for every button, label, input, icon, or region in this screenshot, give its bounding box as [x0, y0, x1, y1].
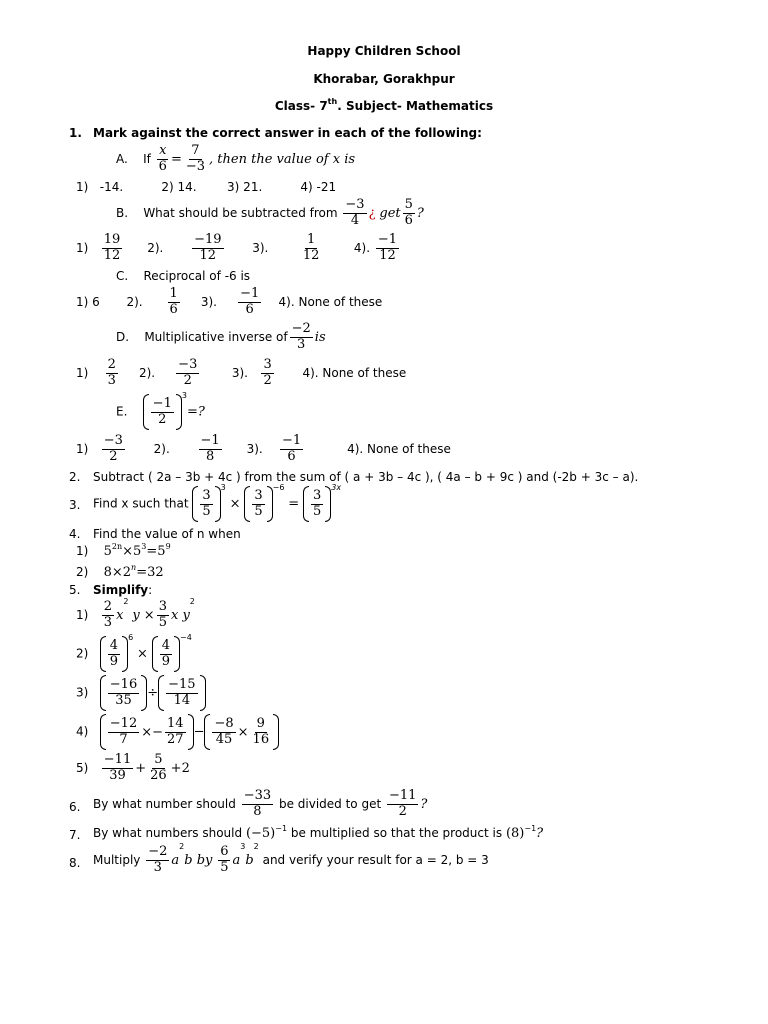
q8-frac2 [218, 845, 230, 876]
q6-frac1 [242, 789, 273, 820]
num: −3 [103, 433, 123, 448]
num: 4 [109, 637, 119, 653]
q5-p4-op2: − [193, 724, 205, 740]
q1d-frac [290, 322, 313, 353]
q7-number: 7. [69, 828, 81, 842]
q5-p2-times: × [136, 646, 148, 662]
q8-number: 8. [69, 856, 81, 870]
q1b-o1: 1) [76, 240, 89, 255]
q1c-question [116, 270, 250, 282]
q1d-o2: 2). [138, 365, 156, 380]
q1d-text: Multiplicative inverse of [144, 329, 288, 344]
num: 19 [103, 232, 121, 247]
q5-p4-op1: ×− [141, 724, 164, 740]
q1e-options [76, 434, 451, 465]
q8-m2: b by [184, 852, 213, 868]
q3-eq: = [288, 496, 300, 512]
num: −2 [148, 844, 168, 859]
den: 6 [158, 158, 167, 174]
num: 3 [312, 487, 322, 503]
den: 2 [158, 411, 167, 427]
q1b-o2: 2). [147, 240, 164, 255]
q5-p2-e1: 6 [128, 633, 134, 642]
exp2: 3 [141, 542, 147, 551]
q1d-label: D. [116, 329, 130, 344]
q7-e2: −1 [524, 824, 537, 833]
q1d-o3: 3). [231, 365, 248, 380]
den: 12 [199, 247, 217, 263]
q1e-paren [143, 394, 182, 430]
q7-m1: (−5) [245, 826, 276, 841]
den: 8 [205, 448, 215, 464]
q5-p3-frac2 [166, 678, 197, 709]
q1b-question [116, 198, 424, 229]
q5-p5-tail: +2 [170, 760, 190, 776]
q1c-o3: 3). [200, 294, 217, 309]
class-suffix: th [327, 97, 338, 106]
a: 8×2 [103, 565, 132, 580]
q1d-options [76, 358, 406, 389]
q3-text: Find x such that [93, 496, 189, 511]
num: 2 [107, 357, 116, 372]
left-paren [204, 714, 210, 750]
q1a-options: 1) -14. 2) 14. 3) 21. 4) -21 [76, 180, 337, 194]
q5-p4-op3: × [237, 724, 249, 740]
q5-part5 [76, 753, 190, 784]
q1e-exp: 3 [181, 391, 187, 400]
q5-p2-frac1 [108, 639, 120, 670]
q3-paren1 [192, 486, 220, 522]
q1d-is: is [314, 329, 326, 345]
den: 27 [167, 731, 184, 747]
q5-p1-frac2 [157, 600, 169, 631]
q6-a: By what number should [93, 796, 236, 811]
q1a-label: A. [116, 151, 128, 166]
q5-p1-frac1 [102, 600, 114, 631]
den: 3 [107, 372, 116, 388]
q7-m2: (8) [505, 826, 525, 841]
q5-text: Simplify: [93, 583, 153, 597]
subject: . Subject- Mathematics [337, 99, 494, 113]
num: 6 [220, 844, 229, 859]
num: −8 [214, 715, 234, 731]
q1d-o1-frac [106, 358, 118, 389]
q1b-o3: 3). [252, 240, 269, 255]
q1e-o3-frac [280, 434, 303, 465]
q1b-text: What should be subtracted from [143, 205, 338, 220]
q8-frac1 [146, 845, 169, 876]
q6-number: 6. [69, 800, 81, 814]
q5-p3-paren2 [158, 675, 205, 711]
den: 6 [245, 301, 254, 317]
base: 5 [103, 544, 112, 559]
right-paren [215, 486, 221, 522]
right-paren [273, 714, 279, 750]
num: −33 [243, 788, 272, 803]
q3-number: 3. [69, 498, 81, 512]
q5-p4-frac3 [212, 717, 235, 748]
num: 9 [256, 715, 265, 731]
q5-p3-frac1 [108, 678, 139, 709]
q6-b: be divided to get [278, 796, 382, 811]
den: 5 [158, 614, 167, 630]
q3-exp3: 3x [331, 483, 342, 492]
left-paren [152, 636, 158, 672]
q3-times: × [229, 496, 241, 512]
exp3: 9 [165, 542, 171, 551]
num: 3 [202, 487, 211, 503]
den: 9 [109, 653, 119, 669]
left-paren [303, 486, 309, 522]
q4-p2-expr [104, 565, 164, 580]
num: 2 [103, 599, 113, 614]
q6-q: ? [420, 796, 428, 812]
q7-text [93, 824, 544, 841]
q5-p2-label: 2) [76, 646, 89, 661]
num: 5 [404, 197, 413, 212]
den: 14 [173, 692, 191, 708]
class-prefix: Class- 7 [274, 99, 328, 113]
q3-exp1: 3 [220, 483, 226, 492]
q1b-q: ? [416, 205, 424, 221]
q4-p1-label: 1) [76, 544, 89, 558]
num: 7 [191, 143, 200, 158]
left-paren [100, 636, 106, 672]
q5-p1-e2: 2 [189, 597, 195, 606]
q1c-options [76, 287, 382, 318]
q5-p2-frac2 [160, 639, 172, 670]
num: 5 [154, 752, 163, 767]
q5-p1-y: y × [132, 607, 155, 623]
q1a-question [116, 144, 355, 175]
q2-text: Subtract ( 2a – 3b + 4c ) from the sum of ( a + 3b – 4c ), ( 4a – b + 9c ) and (-2b + 3c – a). [93, 470, 639, 484]
q5-p2-paren1 [100, 636, 128, 672]
q5-p5-op: + [135, 760, 147, 776]
q1d-question [116, 322, 326, 353]
q8-e1: 2 [179, 842, 185, 851]
q5-part3 [76, 675, 206, 711]
mid: ×5 [122, 544, 142, 559]
q5-p5-frac1 [102, 753, 133, 784]
q4-number: 4. [69, 527, 81, 541]
q1b-frac2 [403, 198, 415, 229]
school-name: Happy Children School [307, 44, 461, 58]
num: −2 [291, 321, 311, 336]
q3-exp2: −6 [272, 483, 285, 492]
q5-p1-x: x [116, 607, 124, 623]
q1b-o2-frac [192, 233, 223, 264]
den: 12 [302, 247, 320, 263]
q4-p2-label: 2) [76, 565, 89, 579]
num: 3 [263, 357, 272, 372]
num: −1 [240, 286, 260, 301]
num: 3 [158, 599, 167, 614]
den: 5 [312, 503, 322, 519]
q4-part2 [76, 563, 164, 580]
q1b-o1-frac [102, 233, 123, 264]
q1e-question [116, 391, 205, 430]
left-paren [192, 486, 198, 522]
q1c-o2: 2). [126, 294, 143, 309]
num: −3 [178, 357, 198, 372]
exp: n [131, 563, 137, 572]
q5-p4-label: 4) [76, 724, 89, 739]
q1a-if: If [143, 151, 151, 166]
q5-p1-e1: 2 [123, 597, 129, 606]
q1d-o3-frac [261, 358, 273, 389]
left-paren [143, 394, 149, 430]
q8-m1: a [171, 852, 180, 868]
den: 3 [103, 614, 113, 630]
b: =32 [136, 565, 164, 580]
q1b-label: B. [116, 205, 129, 220]
q1a-frac-x6 [157, 144, 169, 175]
den: 8 [253, 803, 262, 819]
q5-p1-xy: x y [170, 607, 190, 623]
den: 2 [398, 803, 407, 819]
q1e-o1: 1) [76, 441, 89, 456]
q5-p5-frac2 [148, 753, 169, 784]
den: 5 [202, 503, 211, 519]
q1c-label: C. [116, 269, 129, 283]
q1-number: 1. [69, 126, 82, 140]
q5-p3-op: ÷ [147, 685, 159, 701]
q1b-o4-frac [376, 233, 399, 264]
q8-m4: b [245, 852, 254, 868]
den: 4 [350, 212, 360, 228]
den: 12 [379, 247, 396, 263]
q5-p5-label: 5) [76, 760, 89, 775]
q3-paren2 [244, 486, 272, 522]
num: −3 [345, 197, 365, 212]
den: 12 [103, 247, 121, 263]
q5-p4-frac2 [165, 717, 186, 748]
den: 16 [252, 731, 270, 747]
q8-m3: a [232, 852, 241, 868]
q3-expression [93, 483, 342, 522]
q4-part1 [76, 542, 171, 559]
left-paren [100, 714, 106, 750]
den: 2 [183, 372, 192, 388]
q1b-get: get [379, 205, 401, 221]
q1e-o2: 2). [153, 441, 170, 456]
den: 3 [153, 859, 162, 875]
num: −16 [109, 676, 138, 692]
q1d-o2-frac [176, 358, 199, 389]
q5-simplify: Simplify [93, 583, 149, 597]
q5-part1 [76, 597, 195, 631]
q1a-rest: , then the value of x is [209, 151, 356, 167]
q5-p2-paren2 [152, 636, 180, 672]
den: 2 [263, 372, 272, 388]
left-paren [100, 675, 106, 711]
q8-b: and verify your result for a = 2, b = 3 [262, 852, 489, 867]
q8-e3: 3 [240, 842, 246, 851]
den: 35 [115, 692, 132, 708]
left-paren [244, 486, 250, 522]
q1b-o3-frac [301, 233, 322, 264]
q5-part4 [76, 714, 279, 750]
class-subject-line [0, 97, 768, 113]
q1b-options [76, 233, 401, 264]
den: 3 [297, 336, 306, 352]
q1b-o4: 4). [353, 240, 371, 255]
den: 5 [220, 859, 229, 875]
num: 1 [169, 286, 178, 301]
num: 14 [167, 715, 184, 731]
q5-p2-e2: −4 [180, 633, 192, 642]
q3-frac1 [200, 489, 212, 520]
num: −11 [103, 752, 132, 767]
q8-a: Multiply [93, 852, 141, 867]
q7-e1: −1 [275, 824, 288, 833]
num: −1 [281, 433, 302, 448]
q5-p4-frac1 [108, 717, 139, 748]
q1c-o2-frac [168, 287, 180, 318]
q1b-frac1 [343, 198, 366, 229]
q7-b: be multiplied so that the product is [290, 826, 503, 840]
q1c-o4: 4). None of these [278, 294, 383, 309]
num: −1 [152, 395, 172, 411]
q3-frac2 [252, 489, 264, 520]
q1e-o4: 4). None of these [347, 441, 451, 456]
q4-text: Find the value of n when [93, 527, 241, 541]
den: 6 [404, 212, 413, 228]
den: 6 [169, 301, 178, 317]
den: 9 [161, 653, 170, 669]
num: 1 [306, 232, 316, 247]
q1d-o4: 4). None of these [302, 365, 407, 380]
q5-p3-label: 3) [76, 685, 89, 700]
q3-frac3 [311, 489, 323, 520]
num: −1 [200, 433, 220, 448]
q6-text [93, 789, 427, 820]
den: 7 [119, 731, 128, 747]
q1e-o2-frac [199, 434, 222, 465]
q1c-o1: 1) 6 [76, 294, 100, 309]
q1e-o3: 3). [246, 441, 263, 456]
q6-frac2 [387, 789, 418, 820]
q4-p1-expr [104, 544, 171, 559]
den: 26 [150, 767, 167, 783]
num: −19 [194, 232, 222, 247]
right-paren [176, 394, 182, 430]
den: 2 [109, 448, 118, 464]
q1a-eq: = [170, 151, 182, 167]
eq: =5 [146, 544, 166, 559]
left-paren [158, 675, 164, 711]
num: −15 [168, 676, 196, 692]
num: −12 [109, 715, 138, 731]
q3-paren3 [303, 486, 331, 522]
q5-p4-frac4 [251, 717, 272, 748]
right-paren [267, 486, 273, 522]
exp1: 2n [111, 542, 123, 551]
num: −1 [377, 232, 398, 247]
q7-q: ? [536, 826, 544, 841]
q1e-frac [151, 397, 174, 428]
num: 4 [161, 637, 170, 653]
q1e-o1-frac [102, 434, 125, 465]
right-paren [200, 675, 206, 711]
q2-number: 2. [69, 470, 81, 484]
q5-part2 [76, 633, 192, 672]
q5-p1-label: 1) [76, 607, 89, 622]
q1e-label: E. [116, 404, 128, 419]
q1e-tail: =? [186, 404, 205, 420]
q5-p4-paren2 [204, 714, 279, 750]
q1-text: Mark against the correct answer in each of the following: [93, 126, 482, 140]
den: 45 [215, 731, 233, 747]
q1d-o1: 1) [76, 365, 89, 380]
q1c-o3-frac [238, 287, 261, 318]
den: 5 [254, 503, 263, 519]
school-address: Khorabar, Gorakhpur [313, 72, 455, 86]
q1b-glyph: ¿ [368, 205, 376, 221]
den: 39 [109, 767, 126, 783]
q7-a: By what numbers should [93, 826, 243, 840]
num: x [159, 143, 167, 158]
den: 6 [287, 448, 296, 464]
num: −11 [388, 788, 417, 803]
num: 3 [254, 487, 263, 503]
q5-p3-paren1 [100, 675, 147, 711]
q5-p4-paren1 [100, 714, 194, 750]
q5-number: 5. [69, 583, 81, 597]
q1a-frac-7-3 [184, 144, 207, 175]
q8-e4: 2 [253, 842, 259, 851]
q1c-text: Reciprocal of -6 is [143, 269, 251, 283]
den: −3 [185, 158, 206, 174]
q8-text [93, 842, 489, 876]
